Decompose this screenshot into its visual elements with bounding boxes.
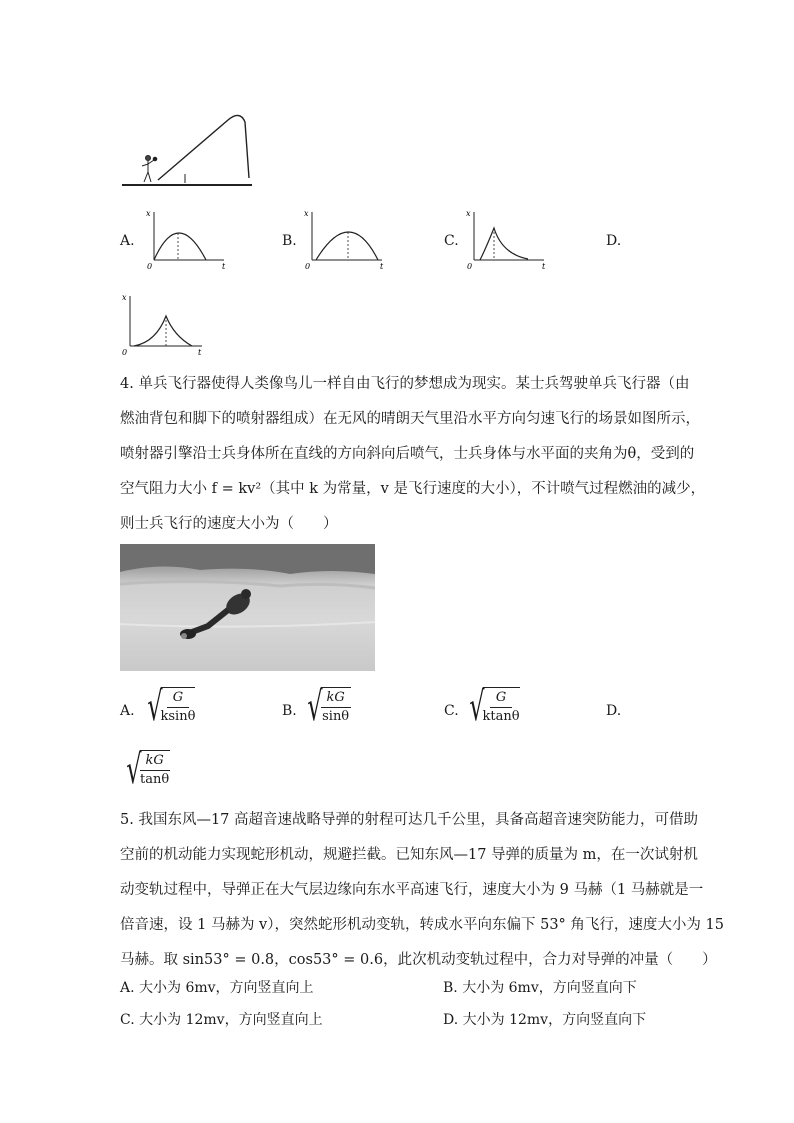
q5-option-label-b: B. (443, 980, 458, 996)
q5-line-5: 马赫。取 sin53° = 0.8，cos53° = 0.6，此次机动变轨过程中，合力对导弹的冲量（ ） (120, 952, 717, 968)
q4-line-2: 燃油背包和脚下的喷射器组成）在无风的晴朗天气里沿水平方向匀速飞行的场景如图所示， (120, 411, 700, 427)
q4-option-label-a[interactable]: A. (120, 703, 135, 719)
q5-option-label-c: C. (120, 1012, 135, 1028)
q5-option-text-b: 大小为 6mv，方向竖直向下 (462, 980, 637, 996)
denominator: ktanθ (482, 709, 520, 724)
option-label-a[interactable]: A. (120, 233, 135, 249)
denominator: sinθ (322, 709, 350, 724)
q4-option-a-formula[interactable]: √ $\frac{G}{ksin\theta}$ (147, 684, 196, 730)
origin-label: 0 (305, 262, 311, 270)
numerator: kG (140, 752, 170, 771)
q5-option-text-c: 大小为 12mv，方向竖直向上 (139, 1012, 323, 1028)
q4-option-d-formula[interactable]: √ $\frac{kG}{\tan\theta}$ (126, 747, 170, 793)
axis-x-label: x (304, 209, 309, 218)
trajectory-figure (118, 108, 258, 190)
numerator: kG (321, 689, 351, 708)
q5-option-text-d: 大小为 12mv，方向竖直向下 (462, 1012, 647, 1028)
axis-x-label: x (122, 293, 127, 302)
axis-t-label: t (198, 348, 202, 357)
option-label-b[interactable]: B. (282, 233, 297, 249)
q4-option-b-formula[interactable]: √ $\frac{kG}{\sin\theta}$ (307, 684, 350, 730)
q5-option-label-d: D. (443, 1012, 459, 1028)
q5-line-4: 倍音速，设 1 马赫为 v），突然蛇形机动变轨，转成水平向东偏下 53° 角飞行，速度大小为 15 (120, 917, 724, 933)
q5-line-1: 5. 我国东风—17 高超音速战略导弹的射程可达几千公里，具备高超音速突防能力，可借助 (120, 812, 699, 828)
q5-option-c[interactable] (120, 1009, 323, 1029)
q4-option-label-c[interactable]: C. (444, 703, 459, 719)
q4-option-c-formula[interactable]: √ $\frac{G}{ktan\theta}$ (469, 684, 520, 730)
axis-t-label: t (222, 262, 226, 270)
q5-option-label-a: A. (120, 980, 135, 996)
question-4-text (120, 367, 706, 542)
graph-option-d[interactable] (118, 292, 208, 358)
q5-option-text-a: 大小为 6mv，方向竖直向上 (139, 980, 314, 996)
denominator: ksinθ (160, 709, 196, 724)
q4-line-3: 喷射器引擎沿士兵身体所在直线的方向斜向后喷气，士兵身体与水平面的夹角为θ，受到的 (120, 446, 695, 462)
q5-option-a[interactable] (120, 977, 314, 997)
option-label-c[interactable]: C. (444, 233, 459, 249)
q4-option-label-d[interactable]: D. (606, 703, 622, 719)
axis-t-label: t (380, 262, 384, 270)
graph-option-b[interactable] (302, 208, 388, 270)
axis-x-label: x (466, 209, 471, 218)
q5-option-d[interactable] (443, 1009, 646, 1029)
q4-option-label-b[interactable]: B. (282, 703, 297, 719)
soldier-figure (180, 589, 254, 639)
numerator: G (490, 689, 512, 708)
axis-t-label: t (542, 262, 546, 270)
axis-x-label: x (146, 209, 151, 218)
origin-label: 0 (147, 262, 153, 270)
q4-line-4: 空气阻力大小 f = kv²（其中 k 为常量，v 是飞行速度的大小），不计喷气过程燃油的减少， (120, 481, 706, 497)
q5-line-2: 空前的机动能力实现蛇形机动，规避拦截。已知东风—17 导弹的质量为 m，在一次试射机 (120, 847, 698, 863)
origin-label: 0 (122, 348, 128, 357)
graph-option-a[interactable] (144, 208, 230, 270)
person-icon (142, 156, 157, 183)
q5-line-3: 动变轨过程中，导弹正在大气层边缘向东水平高速飞行，速度大小为 9 马赫（1 马赫就是一 (120, 882, 704, 898)
question-5-text (120, 803, 724, 978)
q4-line-1: 4. 单兵飞行器使得人类像鸟儿一样自由飞行的梦想成为现实。某士兵驾驶单兵飞行器（由 (120, 376, 690, 392)
graph-option-c[interactable] (464, 208, 550, 270)
denominator: tanθ (140, 772, 170, 787)
jetpack-soldier-photo (120, 544, 375, 671)
option-label-d[interactable]: D. (606, 233, 622, 249)
numerator: G (167, 689, 189, 708)
q4-line-5: 则士兵飞行的速度大小为（ ） (120, 516, 338, 532)
origin-label: 0 (467, 262, 473, 270)
q5-option-b[interactable] (443, 977, 637, 997)
